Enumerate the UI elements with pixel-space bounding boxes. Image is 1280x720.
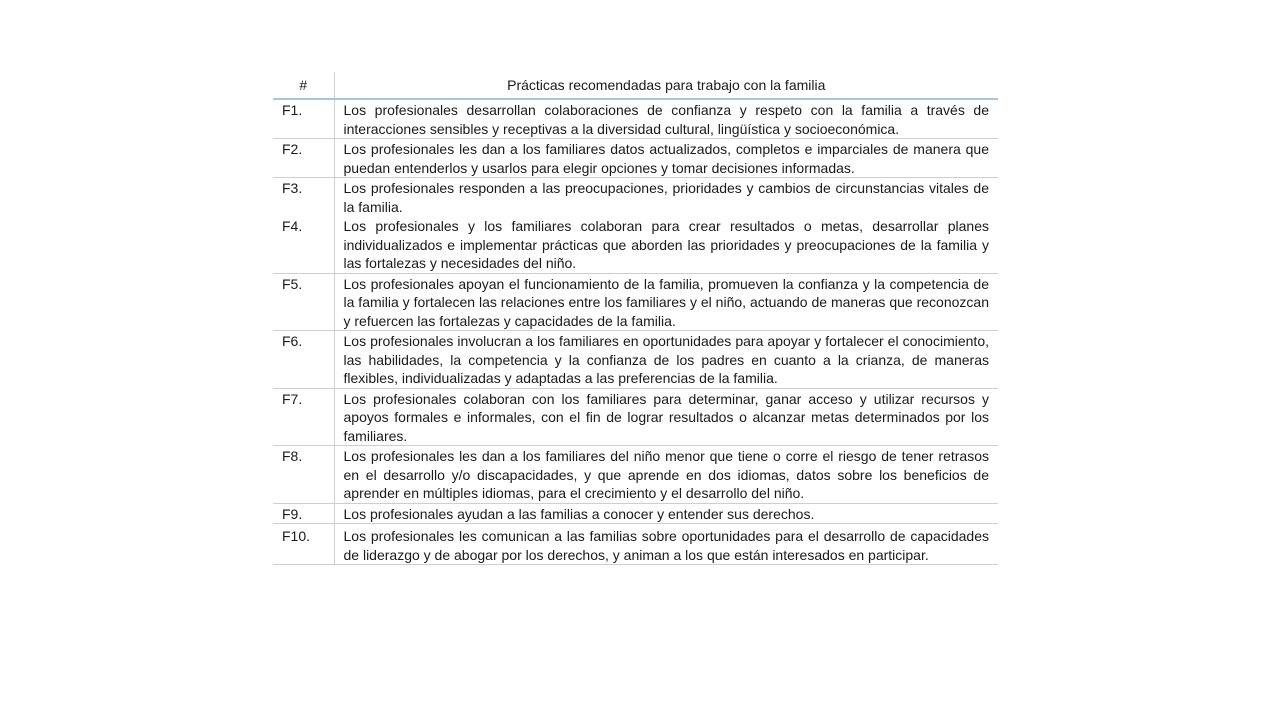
row-practice-text: Los profesionales ayudan a las familias a conocer y entender sus derechos. xyxy=(334,503,998,524)
table-row xyxy=(273,524,998,565)
table-row xyxy=(273,178,998,217)
row-number: F10. xyxy=(273,524,334,565)
header-number: # xyxy=(273,72,334,99)
row-practice-text: Los profesionales les dan a los familiares datos actualizados, completos e imparciales de manera que puedan entenderlos y usarlos para elegir opciones y tomar decisiones informadas. xyxy=(334,139,998,178)
row-practice-text: Los profesionales colaboran con los familiares para determinar, ganar acceso y utilizar recursos y apoyos formales e informales, con el fin de lograr resultados o alcanzar metas determinados por los familiares. xyxy=(334,388,998,446)
row-practice-text: Los profesionales desarrollan colaboraciones de confianza y respeto con la familia a través de interacciones sensibles y receptivas a la diversidad cultural, lingüística y socioeconómica. xyxy=(334,99,998,139)
table-row xyxy=(273,388,998,446)
row-number: F4. xyxy=(273,216,334,273)
table-header-row xyxy=(273,72,998,99)
row-number: F7. xyxy=(273,388,334,446)
table-row xyxy=(273,273,998,331)
row-number: F9. xyxy=(273,503,334,524)
row-number: F8. xyxy=(273,446,334,504)
row-number: F6. xyxy=(273,331,334,389)
row-practice-text: Los profesionales apoyan el funcionamiento de la familia, promueven la confianza y la competencia de la familia y fortalecen las relaciones entre los familiares y el niño, actuando de maneras que reconozcan y refuercen las fortalezas y capacidades de la familia. xyxy=(334,273,998,331)
practices-table xyxy=(273,72,998,565)
row-practice-text: Los profesionales les comunican a las familias sobre oportunidades para el desarrollo de capacidades de liderazgo y de abogar por los derechos, y animan a los que están interesados en participar. xyxy=(334,524,998,565)
row-practice-text: Los profesionales involucran a los familiares en oportunidades para apoyar y fortalecer el conocimiento, las habilidades, la competencia y la confianza de los padres en cuanto a la crianza, de maneras flexibles, individualizadas y adaptadas a las preferencias de la familia. xyxy=(334,331,998,389)
table-row xyxy=(273,446,998,504)
row-practice-text: Los profesionales responden a las preocupaciones, prioridades y cambios de circunstancias vitales de la familia. xyxy=(343,180,989,215)
header-practice: Prácticas recomendadas para trabajo con la familia xyxy=(334,72,998,99)
row-number: F5. xyxy=(273,273,334,331)
row-practice-text: Los profesionales les dan a los familiares del niño menor que tiene o corre el riesgo de tener retrasos en el desarrollo y/o discapacidades, y que aprende en dos idiomas, datos sobre los beneficios de aprender en múltiples idiomas, para el crecimiento y el desarrollo del niño. xyxy=(334,446,998,504)
table-row xyxy=(273,503,998,524)
row-number: F3. xyxy=(273,178,334,217)
table-row xyxy=(273,331,998,389)
table-row xyxy=(273,99,998,139)
table-row xyxy=(273,216,998,273)
row-practice-text: Los profesionales y los familiares colaboran para crear resultados o metas, desarrollar planes individualizados e implementar prácticas que aborden las prioridades y preocupaciones de la familia y las fortalezas y necesidades del niño. xyxy=(334,216,998,273)
row-number: F2. xyxy=(273,139,334,178)
table-row xyxy=(273,139,998,178)
row-number: F1. xyxy=(273,99,334,139)
